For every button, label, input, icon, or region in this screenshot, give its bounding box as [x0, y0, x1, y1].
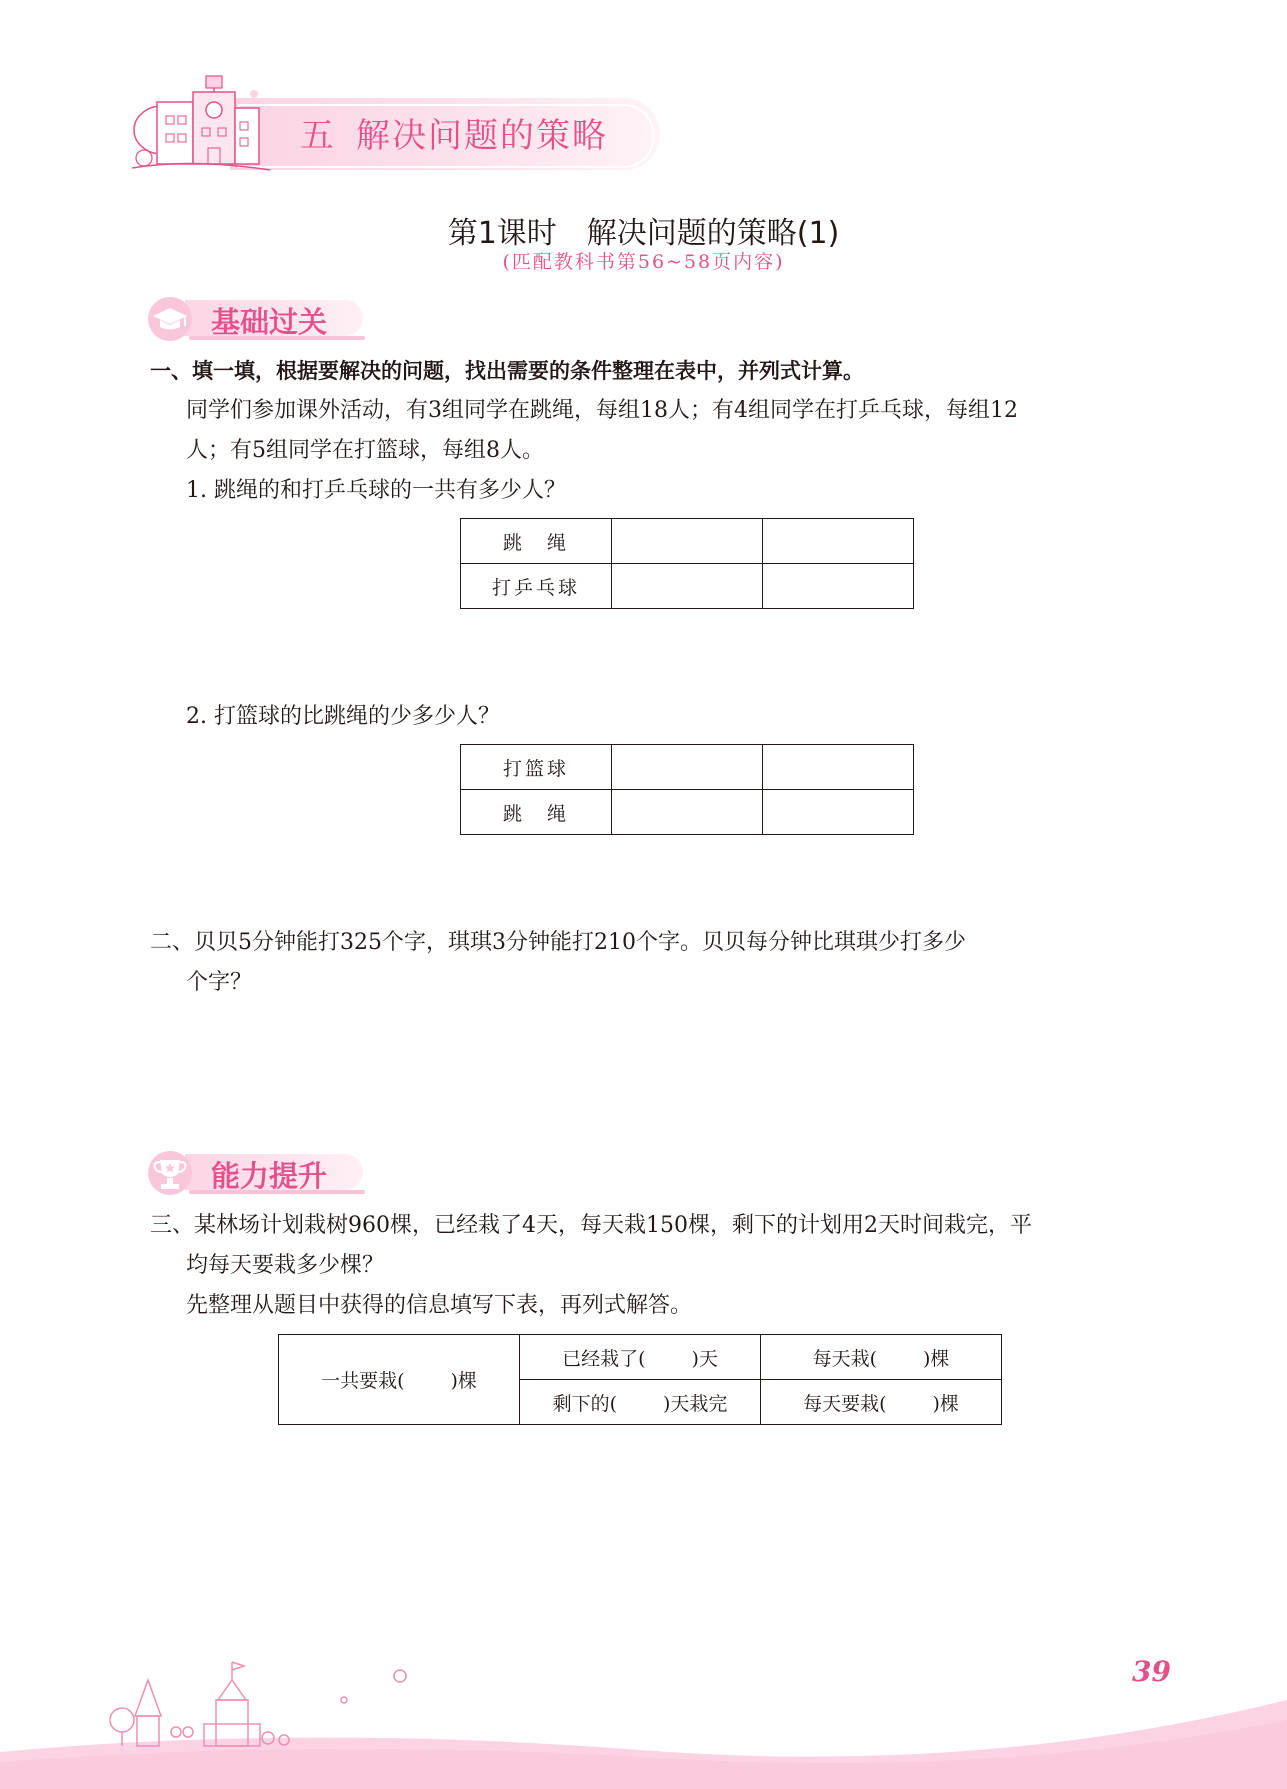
table-row — [461, 564, 914, 609]
lesson-name: 解决问题的策略(1) — [586, 216, 840, 251]
q1-sub2-question: 2. 打篮球的比跳绳的少多少人？ — [186, 704, 500, 729]
cell-text: )天 — [691, 1347, 718, 1370]
section-header-basic — [145, 294, 385, 344]
table-row — [279, 1335, 1002, 1380]
table-row — [461, 745, 914, 790]
q3-info-table — [278, 1334, 1002, 1425]
days-planted-cell — [520, 1335, 761, 1380]
table-row — [461, 519, 914, 564]
q3-line2: 均每天要栽多少棵？ — [186, 1253, 385, 1278]
section-title: 能力提升 — [211, 1159, 328, 1193]
section-header-advanced — [145, 1148, 385, 1198]
cell-text: 每天栽( — [812, 1347, 877, 1370]
cell-text: 一共要栽( — [321, 1370, 405, 1392]
lesson-title — [0, 208, 1287, 252]
lesson-subtitle: (匹配教科书第56~58页内容) — [502, 251, 785, 273]
cell-text: )棵 — [932, 1392, 959, 1415]
section-title: 基础过关 — [211, 305, 328, 339]
chapter-name: 解决问题的策略 — [356, 116, 608, 156]
cell-text: )棵 — [450, 1370, 477, 1392]
q3-line1: 三、某林场计划栽树960棵，已经栽了4天，每天栽150棵，剩下的计划用2天时间栽完，平 — [150, 1213, 1032, 1238]
q1-sub1-question: 1. 跳绳的和打乒乓球的一共有多少人？ — [186, 478, 566, 503]
need-per-day-cell — [761, 1380, 1002, 1425]
graduation-cap-icon — [145, 294, 195, 344]
q2-line2: 个字？ — [186, 970, 253, 995]
answer-cell[interactable] — [612, 790, 763, 835]
q3-line3: 先整理从题目中获得的信息填写下表，再列式解答。 — [186, 1293, 693, 1318]
trophy-icon — [145, 1148, 195, 1198]
row-label: 跳 绳 — [461, 519, 612, 564]
answer-cell[interactable] — [763, 745, 914, 790]
row-label: 跳 绳 — [461, 790, 612, 835]
row-label: 打篮球 — [461, 745, 612, 790]
school-building-icon — [122, 72, 272, 182]
chapter-title — [300, 108, 608, 157]
answer-cell[interactable] — [612, 745, 763, 790]
row-label: 打乒乓球 — [461, 564, 612, 609]
q1-context-line2: 人；有5组同学在打篮球，每组8人。 — [186, 438, 544, 463]
cell-text: )天栽完 — [663, 1392, 728, 1415]
answer-cell[interactable] — [763, 519, 914, 564]
page-number: 39 — [1132, 1655, 1171, 1688]
total-trees-cell — [279, 1335, 520, 1425]
answer-cell[interactable] — [763, 790, 914, 835]
q1-sub1-table — [460, 518, 914, 609]
q1-heading: 一、填一填，根据要解决的问题，找出需要的条件整理在表中，并列式计算。 — [150, 359, 864, 383]
q2-line1: 二、贝贝5分钟能打325个字，琪琪3分钟能打210个字。贝贝每分钟比琪琪少打多少 — [150, 930, 966, 955]
table-row — [461, 790, 914, 835]
q1-context-line1: 同学们参加课外活动，有3组同学在跳绳，每组18人；有4组同学在打乒乓球，每组12 — [186, 398, 1018, 423]
q1-sub2-table — [460, 744, 914, 835]
cell-text: 每天要栽( — [803, 1392, 887, 1415]
remaining-days-cell — [520, 1380, 761, 1425]
cell-text: 剩下的( — [552, 1392, 617, 1415]
answer-cell[interactable] — [612, 519, 763, 564]
answer-cell[interactable] — [612, 564, 763, 609]
footer-wave-decoration — [0, 1640, 1287, 1789]
cell-text: )棵 — [923, 1347, 950, 1370]
cell-text: 已经栽了( — [562, 1347, 646, 1370]
answer-cell[interactable] — [763, 564, 914, 609]
per-day-cell — [761, 1335, 1002, 1380]
lesson-number: 第1课时 — [447, 216, 557, 251]
chapter-number: 五 — [300, 116, 336, 156]
